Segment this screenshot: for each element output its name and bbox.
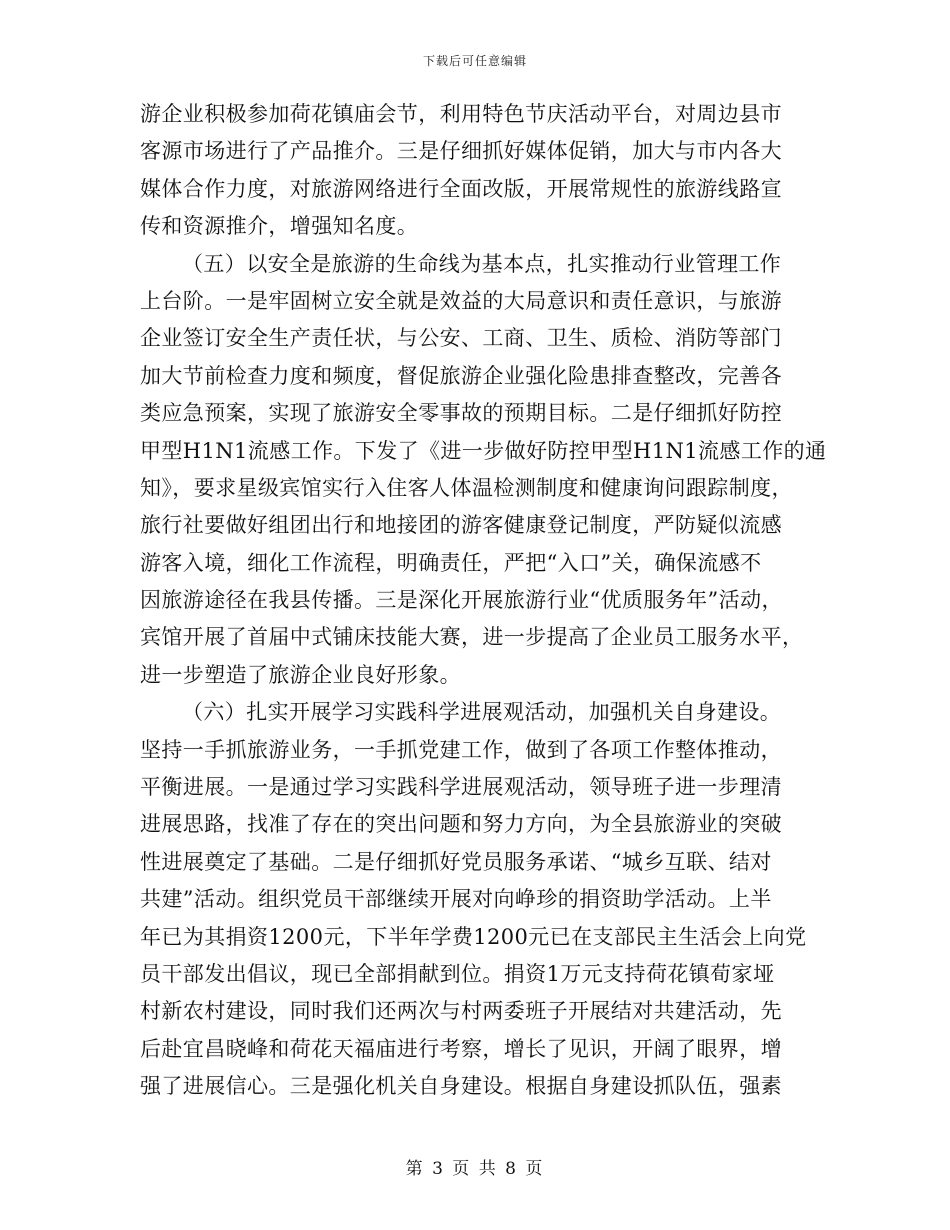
text-line: 知》，要求星级宾馆实行入住客人体温检测制度和健康询问跟踪制度， bbox=[140, 475, 793, 500]
text-line: 企业签订安全生产责任状，与公安、工商、卫生、质检、消防等部门 bbox=[140, 326, 782, 351]
text-line: 游企业积极参加荷花镇庙会节，利用特色节庆活动平台，对周边县市 bbox=[140, 102, 782, 126]
text-line: 游客入境，细化工作流程，明确责任，严把“入口”关，确保流感不 bbox=[140, 550, 762, 575]
text-line: 强了进展信心。三是强化机关自身建设。根据自身建设抓队伍，强素 bbox=[140, 1074, 782, 1099]
section-heading-line: （六）扎实开展学习实践科学进展观活动，加强机关自身建设。 bbox=[182, 700, 782, 725]
text-line: 传和资源推介，增强知名度。 bbox=[140, 214, 419, 239]
text-line: 后赴宜昌晓峰和荷花天福庙进行考察，增长了见识，开阔了眼界，增 bbox=[140, 1036, 782, 1061]
text-line: 上台阶。一是牢固树立安全就是效益的大局意识和责任意识，与旅游 bbox=[140, 288, 782, 313]
text-line: 客源市场进行了产品推介。三是仔细抓好媒体促销，加大与市内各大 bbox=[140, 139, 782, 164]
text-line: 因旅游途径在我县传播。三是深化开展旅游行业“优质服务年”活动， bbox=[140, 588, 783, 613]
page-header: 下载后可任意编辑 bbox=[422, 54, 527, 68]
text-line: 甲型H1N1流感工作。下发了《进一步做好防控甲型H1N1流感工作的通 bbox=[140, 438, 827, 463]
text-line: 村新农村建设，同时我们还两次与村两委班子开展结对共建活动，先 bbox=[140, 999, 782, 1024]
text-line: 员干部发出倡议，现已全部捐献到位。捐资1万元支持荷花镇荀家垭 bbox=[140, 961, 775, 986]
text-line: 坚持一手抓旅游业务，一手抓党建工作，做到了各项工作整体推动， bbox=[140, 737, 782, 762]
section-heading-line: （五）以安全是旅游的生命线为基本点，扎实推动行业管理工作 bbox=[182, 251, 782, 276]
text-line: 年已为其捐资1200元，下半年学费1200元已在支部民主生活会上向党 bbox=[140, 924, 807, 949]
text-line: 进展思路，找准了存在的突出问题和努力方向，为全县旅游业的突破 bbox=[140, 812, 782, 837]
page-number-footer: 第 3 页 共 8 页 bbox=[405, 1159, 545, 1179]
text-line: 类应急预案，实现了旅游安全零事故的预期目标。二是仔细抓好防控 bbox=[140, 401, 782, 426]
text-line: 旅行社要做好组团出行和地接团的游客健康登记制度，严防疑似流感 bbox=[140, 513, 782, 538]
text-line: 宾馆开展了首届中式铺床技能大赛，进一步提高了企业员工服务水平， bbox=[140, 625, 804, 650]
text-line: 共建”活动。组织党员干部继续开展对向峥珍的捐资助学活动。上半 bbox=[140, 887, 772, 912]
document-body bbox=[140, 96, 827, 1106]
text-line: 进一步塑造了旅游企业良好形象。 bbox=[140, 662, 461, 687]
text-line: 平衡进展。一是通过学习实践科学进展观活动，领导班子进一步理清 bbox=[140, 775, 782, 800]
text-line: 媒体合作力度，对旅游网络进行全面改版，开展常规性的旅游线路宣 bbox=[140, 176, 782, 201]
text-line: 加大节前检查力度和频度，督促旅游企业强化险患排查整改，完善各 bbox=[140, 363, 782, 388]
text-line: 性进展奠定了基础。二是仔细抓好党员服务承诺、“城乡互联、结对 bbox=[140, 849, 772, 874]
